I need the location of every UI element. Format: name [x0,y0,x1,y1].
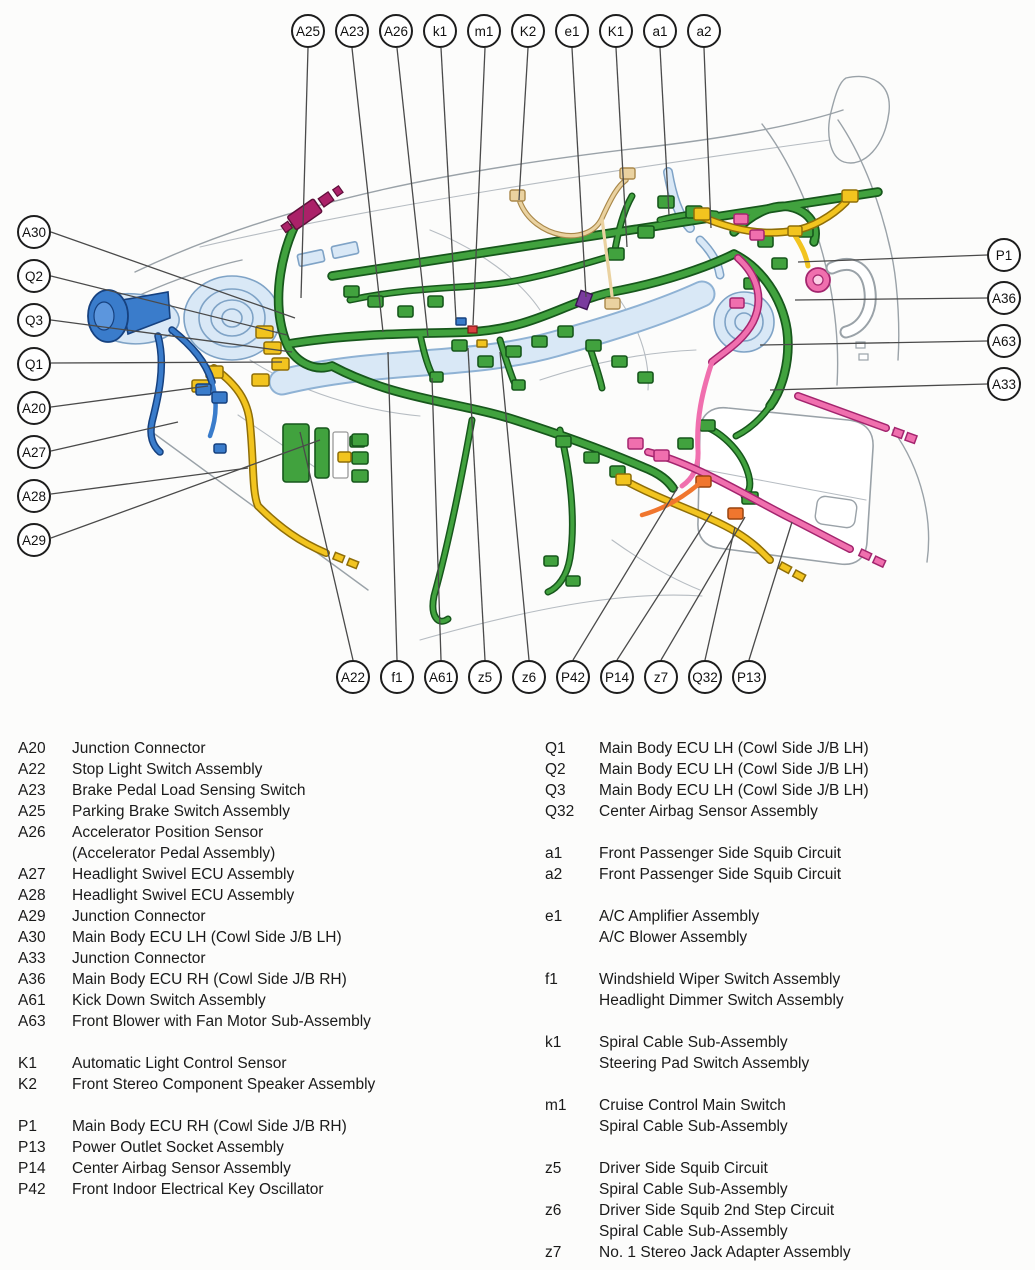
connector-description [599,822,1025,843]
callout-circle [467,14,501,48]
connector-description: A/C Blower Assembly [599,929,748,946]
connector-description: Junction Connector [72,950,206,967]
connector-code [545,1011,599,1032]
legend-row [18,1095,518,1116]
legend-row [545,1011,1025,1032]
legend-row [18,1032,518,1053]
callout-circle [688,660,722,694]
connector-code: A36 [18,971,46,988]
callout-circle [732,660,766,694]
connector-description: Cruise Control Main Switch [599,1097,786,1114]
callout-label: K2 [519,23,537,39]
callout-column-right [987,238,1021,401]
connector-code: A63 [18,1013,46,1030]
callout-label: P42 [560,669,586,685]
connector-description: Main Body ECU RH (Cowl Side J/B RH) [72,971,347,988]
connector-code: A30 [18,929,46,946]
connector-code: z7 [545,1244,562,1261]
legend-row [545,1032,1025,1053]
legend-row [545,738,1025,759]
connector-code [18,843,72,864]
connector-code: A27 [18,866,46,883]
connector-description: Spiral Cable Sub-Assembly [599,1181,788,1198]
connector-code: A26 [18,824,46,841]
connector-code: Q32 [545,803,575,820]
callout-circle [687,14,721,48]
callout-label: A28 [21,488,47,504]
connector-code: a1 [545,845,563,862]
legend-row [18,1179,518,1200]
callout-circle [556,660,590,694]
legend-row [18,843,518,864]
callout-label: P13 [736,669,762,685]
legend-row [18,1011,518,1032]
connector-description [72,1095,518,1116]
connector-description: Front Indoor Electrical Key Oscillator [72,1181,324,1198]
connector-code [545,927,599,948]
connector-code: P14 [18,1160,46,1177]
legend-row [545,1137,1025,1158]
connector-code [545,990,599,1011]
callout-circle [336,660,370,694]
callout-row-top [291,14,721,48]
callout-circle [423,14,457,48]
connector-code [545,1074,599,1095]
connector-description: Parking Brake Switch Assembly [72,803,290,820]
legend-row [18,738,518,759]
legend-row [18,822,518,843]
callout-label: A30 [21,224,47,240]
connector-description [599,1074,1025,1095]
connector-description: Steering Pad Switch Assembly [599,1055,810,1072]
callout-circle [17,435,51,469]
connector-description: Main Body ECU LH (Cowl Side J/B LH) [599,761,869,778]
connector-code: K1 [18,1055,37,1072]
connector-code [18,1032,72,1053]
legend-row [545,1095,1025,1116]
connector-code: z6 [545,1202,562,1219]
callout-circle [555,14,589,48]
callout-circle [599,14,633,48]
connector-description: No. 1 Stereo Jack Adapter Assembly [599,1244,851,1261]
callout-label: A61 [428,669,454,685]
callout-circle [987,324,1021,358]
legend-row [18,990,518,1011]
connector-code: A22 [18,761,46,778]
legend-row [545,1242,1025,1263]
callout-label: z5 [477,669,493,685]
legend-row [18,885,518,906]
connector-code: P13 [18,1139,46,1156]
legend-row [545,822,1025,843]
legend-row [545,1179,1025,1200]
callout-label: A27 [21,444,47,460]
connector-description: Junction Connector [72,908,206,925]
connector-code: f1 [545,971,558,988]
callout-label: f1 [391,669,403,685]
legend-row [545,759,1025,780]
connector-code [545,1179,599,1200]
connector-code [18,1095,72,1116]
magenta-connector [279,183,346,236]
connector-description: Driver Side Squib 2nd Step Circuit [599,1202,835,1219]
connector-code: P1 [18,1118,37,1135]
connector-description: Windshield Wiper Switch Assembly [599,971,841,988]
callout-label: A22 [340,669,366,685]
callout-circle [987,281,1021,315]
callout-label: a1 [652,23,668,39]
junction-block-group [283,424,368,482]
legend-row [18,1158,518,1179]
connector-description: Kick Down Switch Assembly [72,992,266,1009]
connector-code: A29 [18,908,46,925]
legend-column-right [545,738,1025,1263]
legend-row [545,906,1025,927]
legend-row [545,927,1025,948]
connector-code: e1 [545,908,563,925]
connector-description: Center Airbag Sensor Assembly [599,803,818,820]
callout-circle [644,660,678,694]
legend-row [545,1074,1025,1095]
callout-circle [600,660,634,694]
connector-description [599,948,1025,969]
connector-description: Headlight Swivel ECU Assembly [72,887,295,904]
connector-code [545,1116,599,1137]
callout-circle [17,259,51,293]
callout-label: Q3 [24,312,43,328]
connector-description: Main Body ECU RH (Cowl Side J/B RH) [72,1118,347,1135]
legend-column-left [18,738,518,1200]
legend-row [18,780,518,801]
connector-description: Junction Connector [72,740,206,757]
legend-row [18,1053,518,1074]
callout-label: A23 [339,23,365,39]
callout-row-bottom [336,660,766,694]
legend-row [545,1200,1025,1221]
callout-label: A20 [21,400,47,416]
legend-row [545,864,1025,885]
callout-circle [512,660,546,694]
connector-description: Center Airbag Sensor Assembly [72,1160,291,1177]
connector-code: K2 [18,1076,37,1093]
callout-label: P14 [604,669,630,685]
callout-label: A63 [991,333,1017,349]
callout-circle [17,391,51,425]
callout-circle [335,14,369,48]
connector-code [545,885,599,906]
legend-row [18,1137,518,1158]
callout-label: Q1 [24,356,43,372]
callout-circle [380,660,414,694]
legend-row [545,990,1025,1011]
connector-description: A/C Amplifier Assembly [599,908,760,925]
callout-label: e1 [564,23,580,39]
callout-label: m1 [474,23,494,39]
callout-label: z7 [653,669,669,685]
callout-label: Q2 [24,268,43,284]
connector-description: Spiral Cable Sub-Assembly [599,1223,788,1240]
connector-code: A61 [18,992,46,1009]
connector-description: Accelerator Position Sensor [72,824,264,841]
callout-column-left [17,215,51,557]
callout-label: k1 [432,23,448,39]
connector-description: Headlight Swivel ECU Assembly [72,866,295,883]
legend-row [545,885,1025,906]
legend-row [545,1158,1025,1179]
callout-label: z6 [521,669,537,685]
connector-code: Q1 [545,740,566,757]
callout-circle [291,14,325,48]
connector-description [72,1032,518,1053]
callout-circle [17,347,51,381]
callout-circle [17,479,51,513]
callout-label: A33 [991,376,1017,392]
legend-row [545,1116,1025,1137]
legend-row [545,969,1025,990]
callout-label: A36 [991,290,1017,306]
connector-description: Power Outlet Socket Assembly [72,1139,284,1156]
callout-label: K1 [607,23,625,39]
connector-description: Driver Side Squib Circuit [599,1160,768,1177]
legend-row [545,1221,1025,1242]
connector-code: A25 [18,803,46,820]
callout-label: A26 [383,23,409,39]
connector-code: A20 [18,740,46,757]
connector-description: Front Passenger Side Squib Circuit [599,845,842,862]
legend-row [18,1116,518,1137]
callout-circle [17,303,51,337]
connector-code [545,1221,599,1242]
legend-row [545,948,1025,969]
callout-circle [987,367,1021,401]
connector-description: Main Body ECU LH (Cowl Side J/B LH) [599,740,869,757]
connector-description: Automatic Light Control Sensor [72,1055,287,1072]
connector-description: Stop Light Switch Assembly [72,761,263,778]
callout-label: A25 [295,23,321,39]
connector-description: Spiral Cable Sub-Assembly [599,1118,788,1135]
legend-row [18,948,518,969]
connector-description [599,885,1025,906]
connector-description [599,1137,1025,1158]
callout-circle [17,215,51,249]
connector-description: (Accelerator Pedal Assembly) [72,845,276,862]
connector-code [545,822,599,843]
connector-code [545,1137,599,1158]
legend-row [18,969,518,990]
connector-code: A23 [18,782,46,799]
connector-code: a2 [545,866,563,883]
connector-description: Front Stereo Component Speaker Assembly [72,1076,376,1093]
connector-code: P42 [18,1181,46,1198]
callout-label: P1 [995,247,1013,263]
callout-circle [468,660,502,694]
connector-code: m1 [545,1097,567,1114]
connector-description: Spiral Cable Sub-Assembly [599,1034,788,1051]
connector-code: A33 [18,950,46,967]
legend-row [18,927,518,948]
legend-row [545,801,1025,822]
callout-circle [17,523,51,557]
legend-row [18,1074,518,1095]
legend-row [18,864,518,885]
connector-code: Q2 [545,761,566,778]
callout-label: Q32 [692,669,718,685]
connector-description: Front Passenger Side Squib Circuit [599,866,842,883]
legend-row [18,759,518,780]
connector-code: Q3 [545,782,566,799]
connector-code [545,948,599,969]
connector-description: Headlight Dimmer Switch Assembly [599,992,844,1009]
legend-row [545,780,1025,801]
connector-description [599,1011,1025,1032]
legend-row [545,843,1025,864]
connector-code: z5 [545,1160,562,1177]
callout-circle [987,238,1021,272]
legend-row [18,906,518,927]
legend-row [545,1053,1025,1074]
connector-description: Brake Pedal Load Sensing Switch [72,782,306,799]
connector-description: Main Body ECU LH (Cowl Side J/B LH) [599,782,869,799]
callout-circle [379,14,413,48]
connector-code [545,1053,599,1074]
callout-circle [511,14,545,48]
callout-circle [424,660,458,694]
legend-row [18,801,518,822]
callout-label: A29 [21,532,47,548]
connector-code: k1 [545,1034,562,1051]
connector-code: A28 [18,887,46,904]
connector-description: Main Body ECU LH (Cowl Side J/B LH) [72,929,342,946]
connector-description: Front Blower with Fan Motor Sub-Assembly [72,1013,371,1030]
callout-circle [643,14,677,48]
callout-label: a2 [696,23,712,39]
